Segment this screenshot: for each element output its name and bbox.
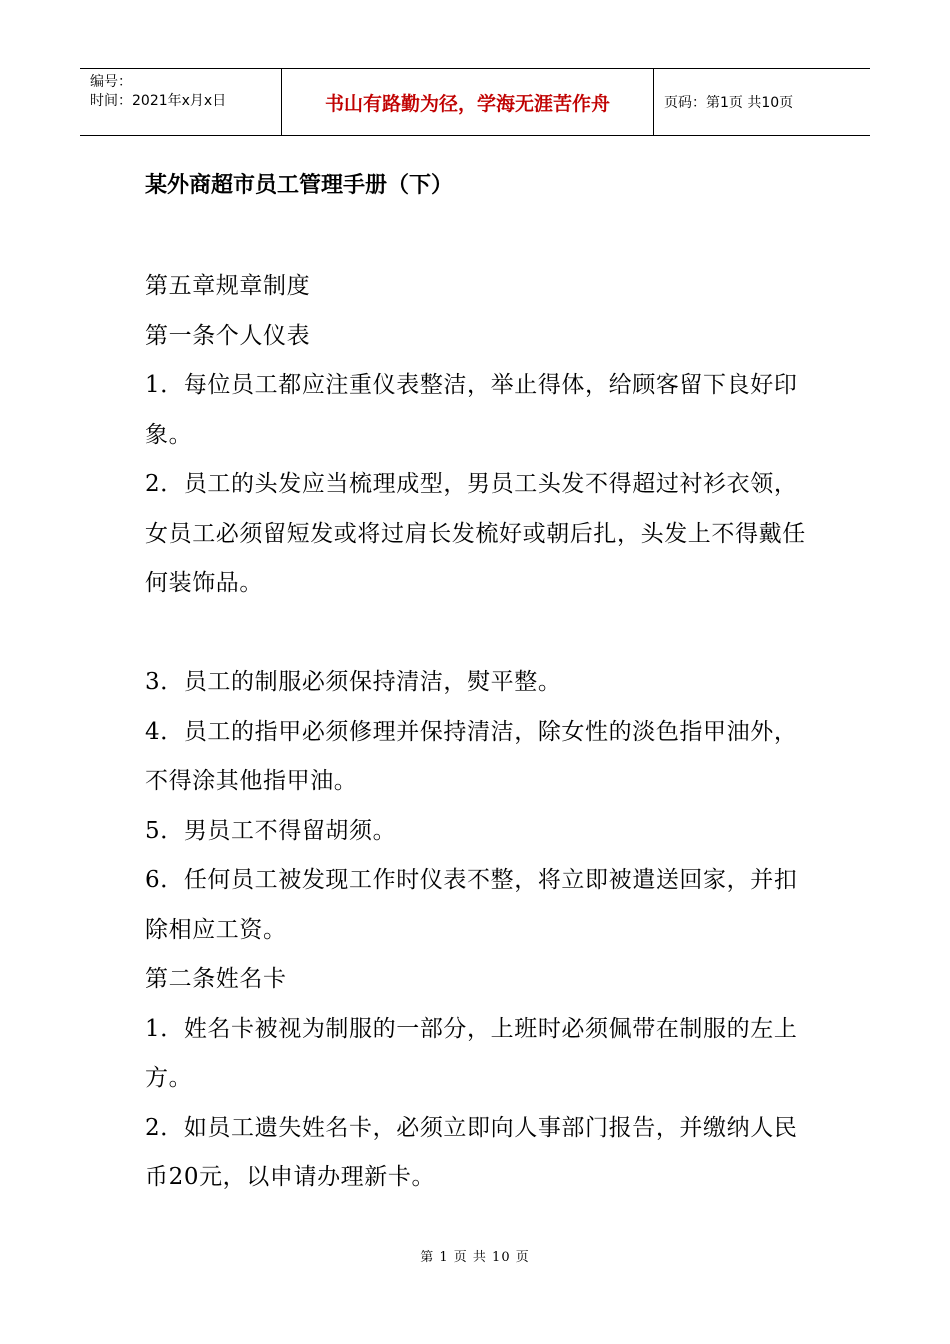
article-heading: 第一条个人仪表 — [145, 322, 311, 349]
list-item: 3．员工的制服必须保持清洁，熨平整。 — [145, 669, 562, 695]
document-header — [80, 68, 870, 136]
header-motto: 书山有路勤为径，学海无涯苦作舟 — [282, 69, 654, 135]
document-body — [145, 262, 810, 1203]
list-item: 1．姓名卡被视为制服的一部分，上班时必须佩带在制服的左上方。 — [145, 1015, 798, 1091]
list-item: 1．每位员工都应注重仪表整洁，举止得体，给顾客留下良好印象。 — [145, 372, 798, 448]
list-item: 2．如员工遗失姓名卡，必须立即向人事部门报告，并缴纳人民币20元，以申请办理新卡。 — [145, 1114, 798, 1190]
list-item: 2．员工的头发应当梳理成型，男员工头发不得超过衬衫衣领，女员工必须留短发或将过肩长发梳好或朝后扎，头发上不得戴任何装饰品。 — [145, 471, 806, 596]
document-time-label: 时间：2021年x月x日 — [90, 93, 227, 109]
list-item: 4．员工的指甲必须修理并保持清洁，除女性的淡色指甲油外，不得涂其他指甲油。 — [145, 718, 798, 794]
chapter-heading: 第五章规章制度 — [145, 273, 311, 299]
document-title: 某外商超市员工管理手册（下） — [145, 173, 454, 198]
header-page-info: 页码：第1页 共10页 — [664, 95, 794, 111]
list-item: 6．任何员工被发现工作时仪表不整，将立即被遣送回家，并扣除相应工资。 — [145, 867, 798, 943]
article-heading: 第二条姓名卡 — [145, 966, 287, 992]
document-number-label: 编号： — [90, 74, 132, 90]
page-footer: 第 1 页 共 10 页 — [420, 1250, 530, 1265]
paragraph-gap — [145, 609, 810, 659]
header-meta-cell — [80, 69, 282, 135]
list-item: 5．男员工不得留胡须。 — [145, 817, 397, 844]
